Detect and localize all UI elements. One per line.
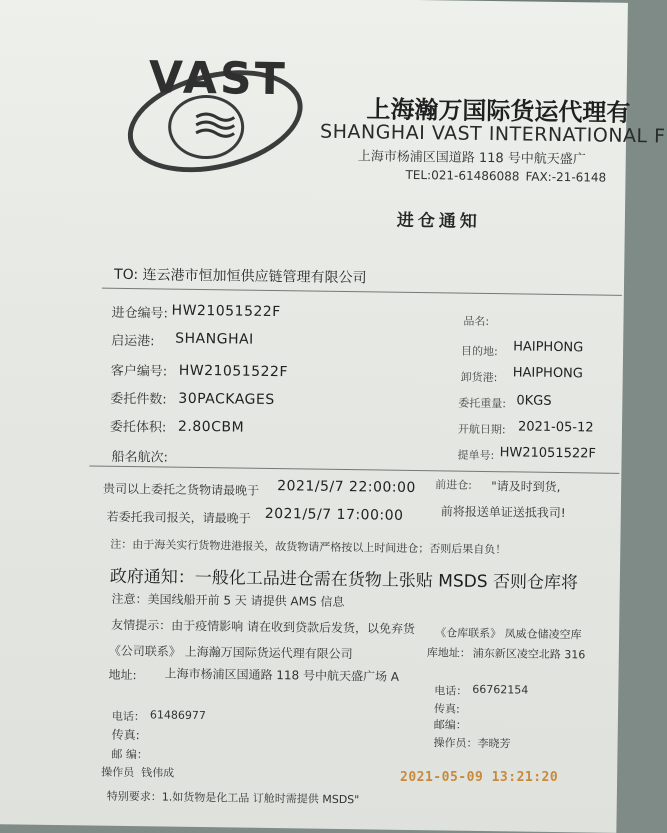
field-label-bl-no: 提单号:	[457, 448, 495, 463]
company-postcode-label: 邮 编：	[111, 747, 148, 762]
warehouse-address-label: 库地址：	[426, 646, 471, 660]
field-value-packages: 30PACKAGES	[178, 390, 275, 409]
warehouse-tel-label: 电话：	[434, 684, 468, 698]
company-contact-title: 《公司联系》 上海瀚万国际货运代理有限公司	[108, 643, 353, 662]
field-label-origin-port: 启运港:	[111, 333, 155, 350]
deadline-customs-label: 若委托我司报关，请最晚于	[106, 509, 251, 526]
company-name-en: SHANGHAI VAST INTERNATIONAL F	[319, 120, 666, 148]
field-label-packages: 委托件数:	[110, 391, 167, 408]
company-operator-label: 操作员	[101, 765, 135, 780]
company-address: 上海市杨浦区国道路 118 号中航天盛广	[357, 149, 586, 168]
deadline-entry-right-label: 前进仓:	[435, 478, 472, 492]
deadline-entry-right-note: "请及时到货,	[491, 479, 561, 495]
friendly-reminder: 友情提示：由于疫情影响 请在收到贷款后发货，以免弃货	[111, 617, 416, 637]
field-label-weight: 委托重量:	[458, 396, 507, 411]
field-value-sailing-date: 2021-05-12	[517, 419, 594, 436]
document-title: 进仓通知	[396, 210, 482, 232]
divider	[102, 288, 622, 296]
field-label-customer-no: 客户编号:	[110, 363, 168, 380]
warehouse-address-value: 浦东新区凌空北路 316	[472, 646, 586, 662]
company-tel-label: 电话：	[111, 709, 146, 724]
warehouse-operator-value: 李晓芳	[477, 736, 511, 751]
deadline-entry-value: 2021/5/7 22:00:00	[277, 478, 416, 497]
photo-timestamp: 2021-05-09 13:21:20	[400, 770, 559, 785]
warehouse-operator-label: 操作员：	[433, 736, 478, 750]
company-address-value: 上海市杨浦区国通路 118 号中航天盛广场 A	[164, 666, 400, 684]
field-value-discharge-port: HAIPHONG	[512, 365, 584, 382]
attention-note: 注意：美国线船开前 5 天 请提供 AMS 信息	[111, 591, 345, 610]
field-label-destination: 目的地:	[460, 344, 498, 359]
field-label-volume: 委托体积:	[109, 419, 167, 436]
field-value-origin-port: SHANGHAI	[175, 330, 254, 348]
deadline-customs-value: 2021/5/7 17:00:00	[264, 505, 404, 524]
divider	[89, 465, 619, 473]
company-operator-value: 钱伟成	[141, 766, 175, 780]
warehouse-fax-label: 传真:	[433, 702, 460, 716]
deadline-entry-label: 贵司以上委托之货物请最晚于	[103, 481, 260, 498]
deadline-customs-right-note: 前将报送单证送抵我司!	[440, 504, 566, 521]
field-label-sailing-date: 开航日期:	[457, 422, 506, 437]
field-value-bl-no: HW21051522F	[499, 445, 597, 462]
company-fax: FAX:-21-6148	[525, 169, 607, 185]
special-requirements-cut: 特别要求：1.如货物是化工品 订舱时需提供 MSDS"	[106, 789, 360, 807]
company-tel: TEL:021-61486088	[405, 167, 520, 184]
field-value-volume: 2.80CBM	[177, 418, 245, 436]
government-notice: 政府通知：一般化工品进仓需在货物上张贴 MSDS 否则仓库将	[109, 566, 579, 594]
vast-logo	[125, 44, 307, 186]
field-value-weight: 0KGS	[516, 393, 552, 409]
logo-text: VAST	[148, 52, 289, 106]
field-label-discharge-port: 卸货港:	[460, 370, 498, 385]
field-value-destination: HAIPHONG	[513, 339, 584, 356]
field-label-entry-no: 进仓编号:	[111, 305, 169, 322]
field-label-commodity: 品名:	[463, 314, 490, 329]
field-value-customer-no: HW21051522F	[178, 362, 289, 381]
customs-note: 注：由于海关实行货物进港报关，故货物请严格按以上时间进仓；否则后果自负！	[110, 537, 507, 557]
to-line: TO: 连云港市恒加恒供应链管理有限公司	[113, 266, 367, 287]
warehouse-postcode-label: 邮编：	[433, 718, 467, 732]
company-fax-label: 传真:	[111, 727, 140, 743]
field-value-entry-no: HW21051522F	[171, 302, 281, 321]
company-tel-value: 61486977	[149, 708, 207, 723]
company-address-label: 地址:	[108, 667, 137, 683]
company-name-cn: 上海瀚万国际货运代理有	[366, 95, 631, 127]
warehouse-contact-title: 《仓库联系》 凤威仓储凌空库	[435, 626, 582, 642]
warehouse-tel-value: 66762154	[472, 682, 529, 697]
field-label-vessel: 船名航次:	[111, 449, 169, 466]
